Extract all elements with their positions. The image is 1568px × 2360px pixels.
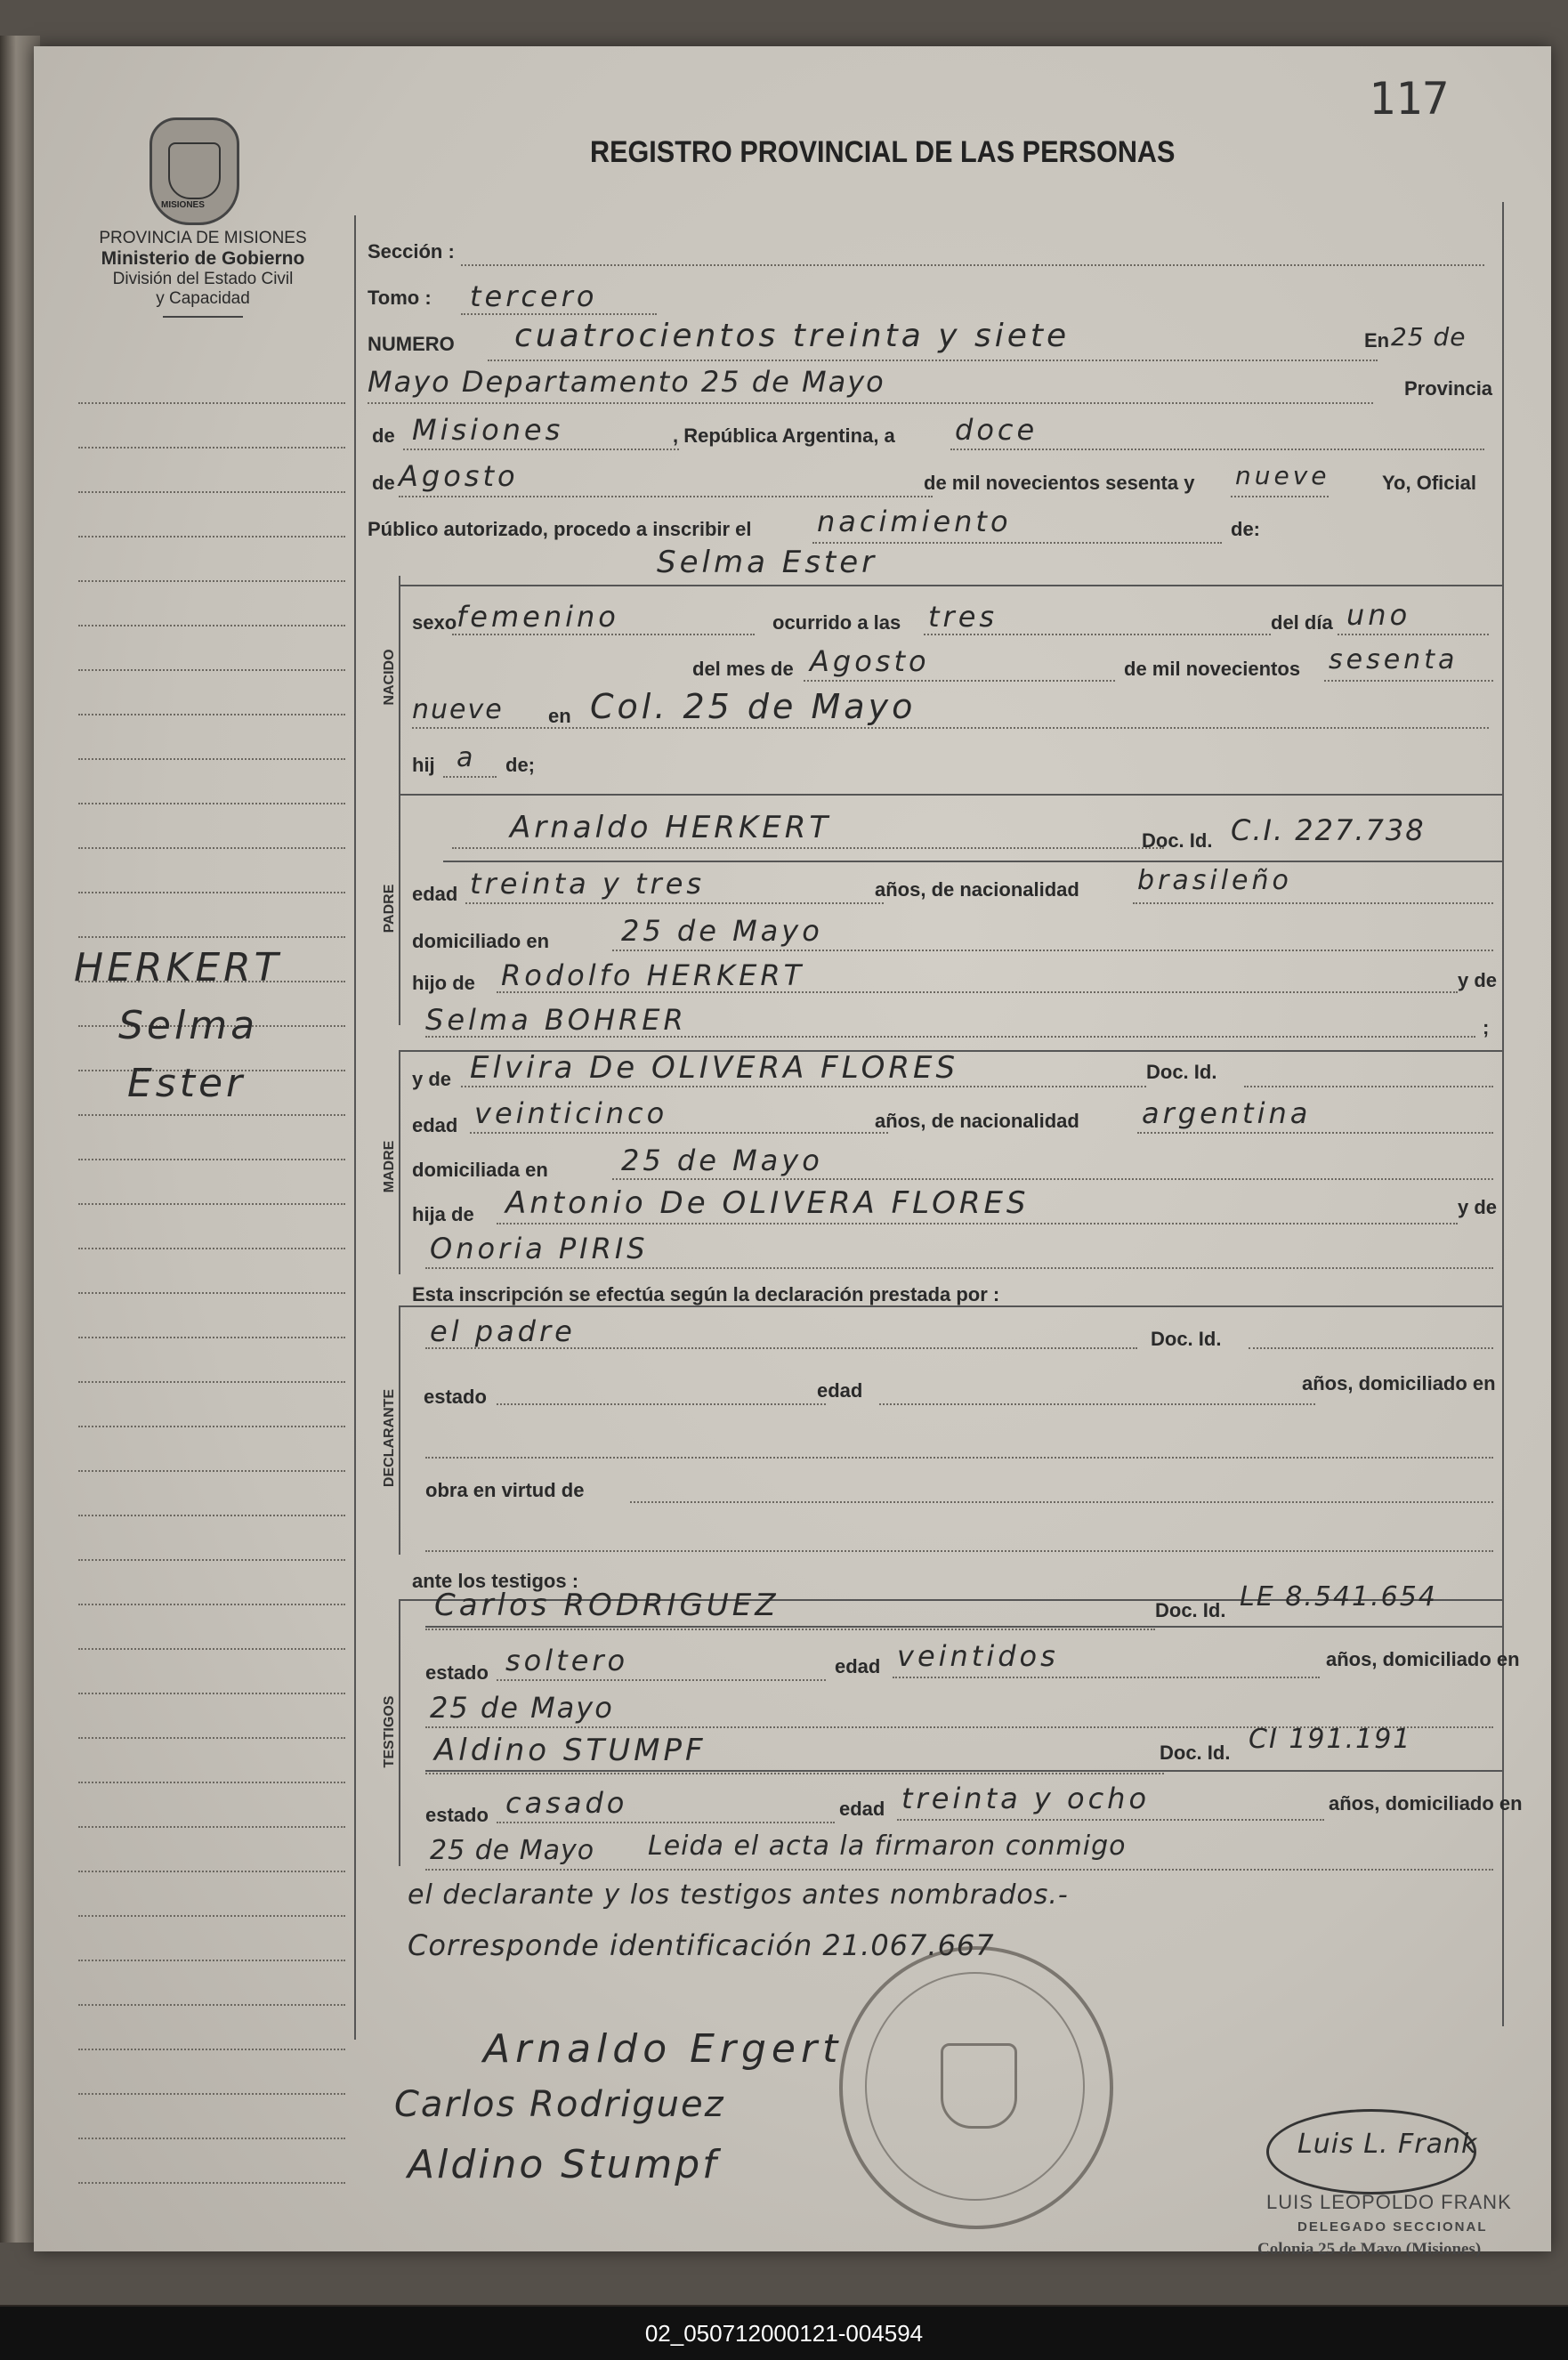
entry-padre-doc: C.I. 227.738 [1231, 813, 1426, 847]
signature-testigo2: Aldino Stumpf [408, 2142, 719, 2187]
entry-dia-nac: uno [1346, 598, 1411, 632]
entry-madre-edad: veinticinco [474, 1096, 668, 1130]
label-testigo1-dom: años, domiciliado en [1326, 1648, 1520, 1670]
label-yo-oficial: Yo, Oficial [1382, 472, 1476, 494]
entry-testigo1-dom: 25 de Mayo [430, 1691, 614, 1725]
entry-nota2: el declarante y los testigos antes nombrados.- [408, 1879, 1069, 1911]
entry-declarante: el padre [430, 1314, 576, 1348]
label-padre-dom: domiciliado en [412, 930, 550, 952]
entry-testigo1-edad: veintidos [897, 1639, 1059, 1673]
label-mil-nov: de mil novecientos sesenta y [924, 472, 1195, 494]
entry-testigo1: Carlos RODRIGUEZ [434, 1588, 780, 1623]
label-en2: en [548, 705, 571, 727]
label-declarante-estado: estado [424, 1386, 487, 1408]
office-capacity: y Capacidad [156, 289, 250, 308]
provincial-seal [150, 117, 239, 225]
entry-mes-depto: Mayo Departamento 25 de Mayo [368, 365, 885, 399]
label-sexo: sexo [412, 611, 457, 634]
entry-acto: nacimiento [817, 505, 1012, 538]
entry-sexo: femenino [457, 600, 619, 634]
entry-madre-nac: argentina [1142, 1096, 1312, 1130]
side-label-padre: PADRE [382, 884, 397, 933]
label-seccion: Sección : [368, 240, 455, 263]
office-province: PROVINCIA DE MISIONES [99, 229, 307, 247]
registry-stamp [839, 1946, 1113, 2229]
label-de: de [372, 424, 395, 447]
official-signature: Luis L. Frank [1297, 2129, 1478, 2160]
label-ocurrido: ocurrido a las [772, 611, 901, 634]
label-testigo2-dom: años, domiciliado en [1329, 1792, 1523, 1814]
entry-padre-nac: brasileño [1137, 865, 1292, 896]
entry-numero: cuatrocientos treinta y siete [514, 318, 1071, 354]
entry-ano-nac: nueve [412, 694, 504, 725]
seal-text: MISIONES [161, 200, 205, 210]
entry-hij-suffix: a [457, 742, 477, 773]
entry-provincia: Misiones [412, 413, 564, 447]
entry-testigo1-estado: soltero [505, 1644, 629, 1677]
side-label-testigos: TESTIGOS [382, 1695, 397, 1768]
label-testigo1-doc: Doc. Id. [1155, 1599, 1226, 1621]
label-declaracion: Esta inscripción se efectúa según la declaración prestada por : [412, 1283, 1000, 1305]
label-semicolon: ; [1483, 1016, 1490, 1039]
label-testigo2-doc: Doc. Id. [1160, 1742, 1231, 1764]
official-name: LUIS LEOPOLDO FRANK [1266, 2191, 1512, 2213]
label-padre-edad: edad [412, 883, 458, 905]
label-de2: de [372, 472, 395, 494]
label-declarante-doc: Doc. Id. [1151, 1328, 1222, 1350]
entry-hora: tres [928, 600, 998, 634]
label-declarante-edad: edad [817, 1379, 863, 1402]
label-testigo1-estado: estado [425, 1661, 489, 1684]
entry-tomo: tercero [470, 279, 598, 313]
label-madre-doc: Doc. Id. [1146, 1061, 1217, 1083]
entry-madre-dom: 25 de Mayo [621, 1144, 823, 1177]
label-testigo2-edad: edad [839, 1798, 885, 1820]
page-title: REGISTRO PROVINCIAL DE LAS PERSONAS [590, 135, 1176, 169]
label-padre-nac: años, de nacionalidad [875, 878, 1079, 901]
label-madre-edad: edad [412, 1114, 458, 1136]
label-numero: NUMERO [368, 333, 455, 355]
label-tomo: Tomo : [368, 287, 432, 309]
label-de4: de; [505, 754, 535, 776]
label-de3: de: [1231, 518, 1260, 540]
label-madre-y-de2: y de [1458, 1196, 1498, 1218]
official-title: DELEGADO SECCIONAL [1297, 2219, 1488, 2235]
entry-nota1: Leida el acta la firmaron conmigo [648, 1831, 1127, 1862]
label-en: En [1364, 329, 1390, 352]
entry-testigo2-dom: 25 de Mayo [430, 1835, 595, 1866]
entry-nombre: Selma Ester [657, 545, 878, 580]
label-padre-y-de: y de [1458, 969, 1498, 991]
entry-testigo2: Aldino STUMPF [434, 1733, 707, 1768]
entry-padre-padre: Rodolfo HERKERT [501, 958, 805, 992]
entry-ano: nueve [1235, 461, 1330, 490]
entry-madre-madre: Onoria PIRIS [430, 1232, 649, 1265]
entry-decada: sesenta [1329, 644, 1459, 675]
margin-first-name: Selma [118, 1003, 259, 1048]
office-ministry: Ministerio de Gobierno [101, 248, 305, 269]
margin-surname: HERKERT [74, 945, 282, 990]
footer-image-id: 02_050712000121-004594 [644, 2320, 924, 2347]
label-del-dia: del día [1271, 611, 1333, 634]
official-location: Colonia 25 de Mayo (Misiones) [1257, 2240, 1482, 2259]
label-hij: hij [412, 754, 435, 776]
office-division: División del Estado Civil [112, 270, 294, 288]
register-page [34, 46, 1551, 2259]
entry-nota3: Corresponde identificación 21.067.667 [408, 1928, 995, 1962]
entry-mes-nac: Agosto [810, 644, 930, 678]
entry-en: 25 de [1391, 322, 1467, 352]
entry-padre-dom: 25 de Mayo [621, 914, 823, 948]
label-provincia: Provincia [1404, 377, 1493, 400]
label-hijo-de: hijo de [412, 972, 475, 994]
margin-middle-name: Ester [127, 1061, 247, 1106]
entry-mes: Agosto [399, 459, 519, 493]
entry-padre-madre: Selma BOHRER [425, 1003, 687, 1037]
entry-lugar: Col. 25 de Mayo [590, 687, 917, 726]
signature-testigo1: Carlos Rodriguez [394, 2084, 725, 2125]
entry-testigo2-estado: casado [505, 1786, 628, 1820]
label-padre-doc: Doc. Id. [1142, 829, 1213, 852]
entry-padre: Arnaldo HERKERT [510, 810, 832, 845]
side-label-nacido: NACIDO [382, 649, 397, 706]
label-del-mes: del mes de [692, 658, 794, 680]
page-number: 117 [1369, 73, 1450, 125]
label-madre-nac: años, de nacionalidad [875, 1110, 1079, 1132]
label-obra: obra en virtud de [425, 1479, 585, 1501]
entry-dia: doce [955, 413, 1039, 447]
label-hija-de: hija de [412, 1203, 474, 1225]
signature-declarante: Arnaldo Ergert [483, 2026, 844, 2072]
label-testigo2-estado: estado [425, 1804, 489, 1826]
side-label-madre: MADRE [382, 1140, 397, 1193]
label-madre-y-de: y de [412, 1068, 452, 1090]
label-testigos: ante los testigos : [412, 1570, 579, 1592]
label-madre-dom: domiciliada en [412, 1159, 548, 1181]
entry-padre-edad: treinta y tres [470, 867, 706, 901]
label-republica: , República Argentina, a [673, 424, 895, 447]
entry-madre: Elvira De OLIVERA FLORES [470, 1050, 959, 1086]
label-testigo1-edad: edad [835, 1655, 881, 1677]
label-declarante-dom: años, domiciliado en [1302, 1372, 1496, 1394]
entry-madre-padre: Antonio De OLIVERA FLORES [505, 1185, 1030, 1221]
side-label-declarante: DECLARANTE [382, 1388, 397, 1488]
entry-testigo1-doc: LE 8.541.654 [1240, 1581, 1437, 1612]
label-mil-nov2: de mil novecientos [1124, 658, 1301, 680]
label-publico: Público autorizado, procedo a inscribir el [368, 518, 752, 540]
office-block [52, 229, 354, 318]
entry-testigo2-edad: treinta y ocho [901, 1782, 1151, 1815]
entry-testigo2-doc: CI 191.191 [1249, 1724, 1412, 1755]
